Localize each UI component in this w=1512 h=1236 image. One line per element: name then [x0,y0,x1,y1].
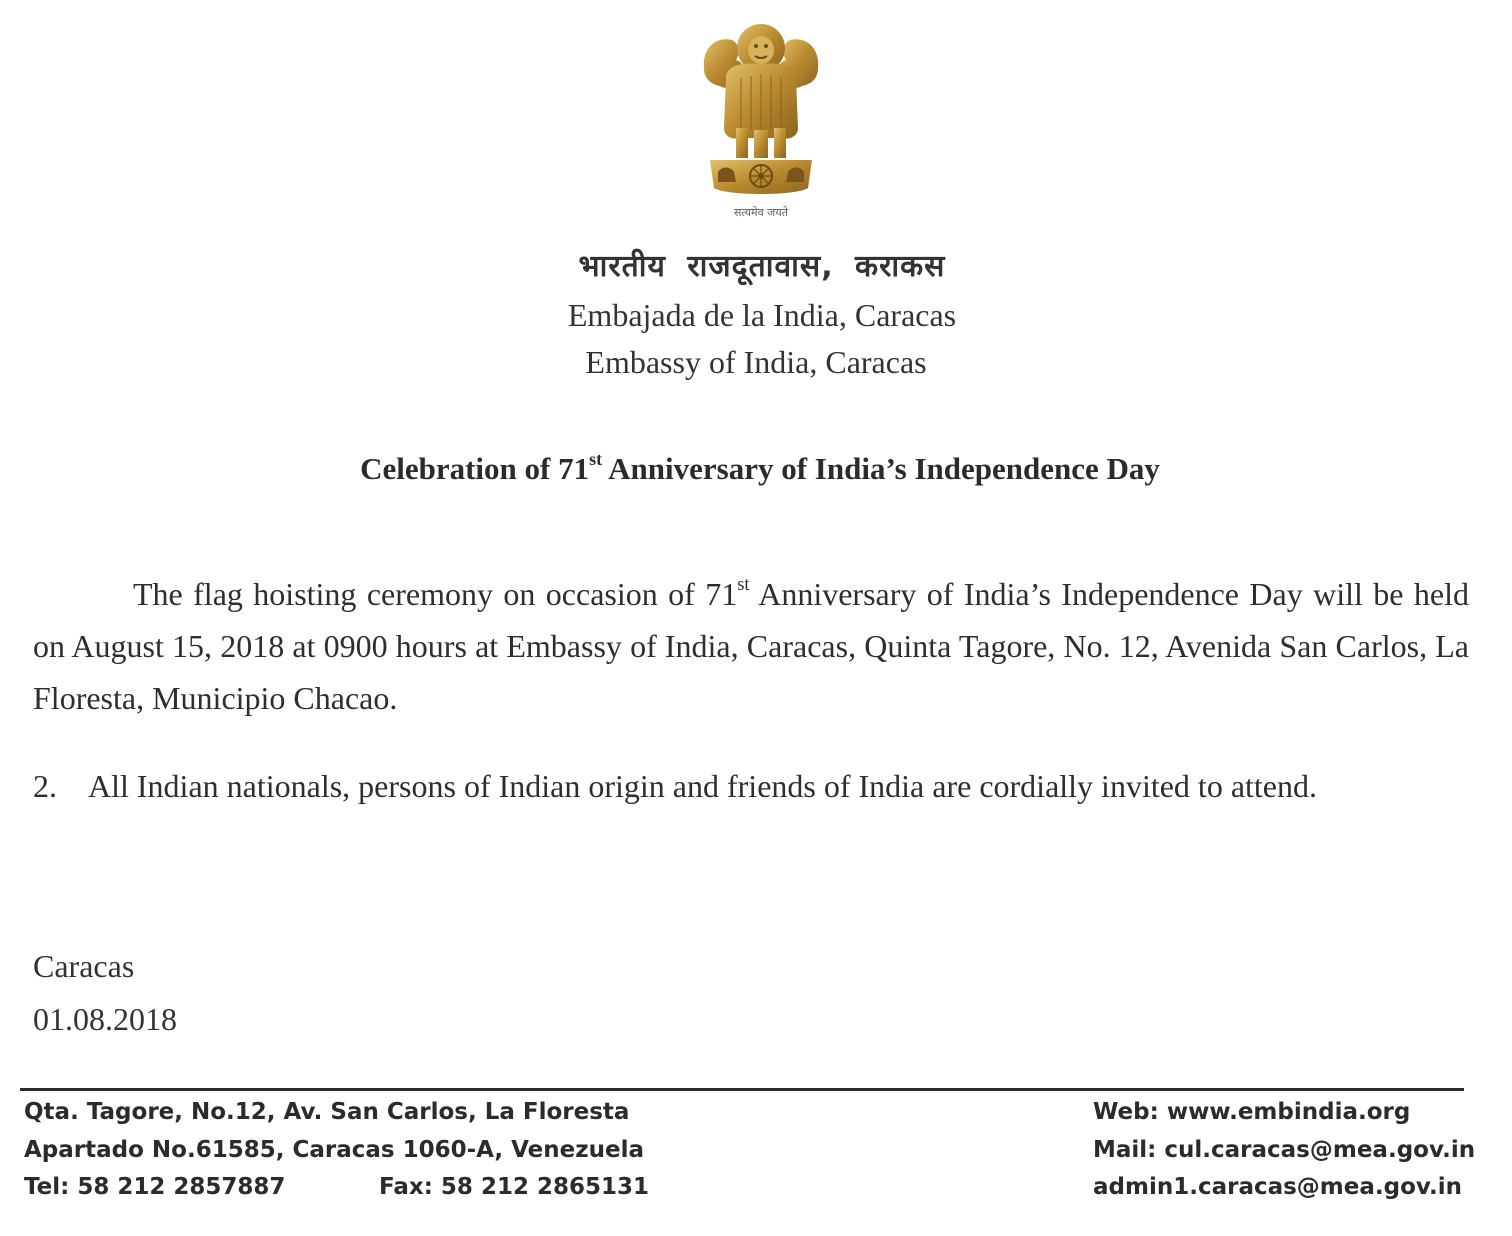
title-prefix: Celebration of 71 [360,451,590,486]
footer-address [24,1094,649,1207]
emblem-graphic [696,18,826,228]
address-line-1: Qta. Tagore, No.12, Av. San Carlos, La Floresta [24,1099,630,1125]
paragraph-number: 2. [33,768,57,804]
para1-text-start: The flag hoisting ceremony on occasion of 71 [133,576,738,612]
email-admin[interactable]: admin1.caracas@mea.gov.in [1093,1174,1463,1200]
fax: Fax: 58 212 2865131 [379,1174,649,1200]
phone-fax-line [24,1169,649,1207]
emblem-motto: सत्यमेव जयते [733,206,789,219]
footer-contact [1093,1094,1475,1207]
footer-divider [20,1088,1464,1091]
embassy-name-hindi: भारतीय राजदूतावास, कराकस [578,249,946,284]
para1-text-rest: Anniversary of India’s Independence Day will be held on August 15, 2018 at 0900 hours at Embassy of India, Caracas, Quinta Tagore, No. 12, Avenida San Carlos, La Floresta, Municipio Chacao. [33,576,1470,716]
para2-text: All Indian nationals, persons of Indian origin and friends of India are cordially invited to attend. [88,768,1317,804]
body-paragraph-2 [33,764,1469,808]
embassy-name-spanish: Embajada de la India, Caracas [567,297,957,333]
place: Caracas [33,948,135,984]
national-emblem-icon [696,18,826,228]
title-ordinal-suffix: st [589,448,603,469]
telephone: Tel: 58 212 2857887 [24,1174,286,1200]
email-cultural[interactable]: Mail: cul.caracas@mea.gov.in [1093,1136,1476,1163]
date: 01.08.2018 [33,1001,177,1037]
embassy-name-english: Embassy of India, Caracas [585,344,927,380]
para1-ordinal-suffix: st [737,574,750,596]
website[interactable]: Web: www.embindia.org [1093,1099,1411,1125]
address-line-2: Apartado No.61585, Caracas 1060-A, Venezuela [24,1136,644,1163]
document-title [0,448,1512,487]
body-paragraph-1 [33,568,1469,724]
title-suffix: Anniversary of India’s Independence Day [602,451,1160,486]
